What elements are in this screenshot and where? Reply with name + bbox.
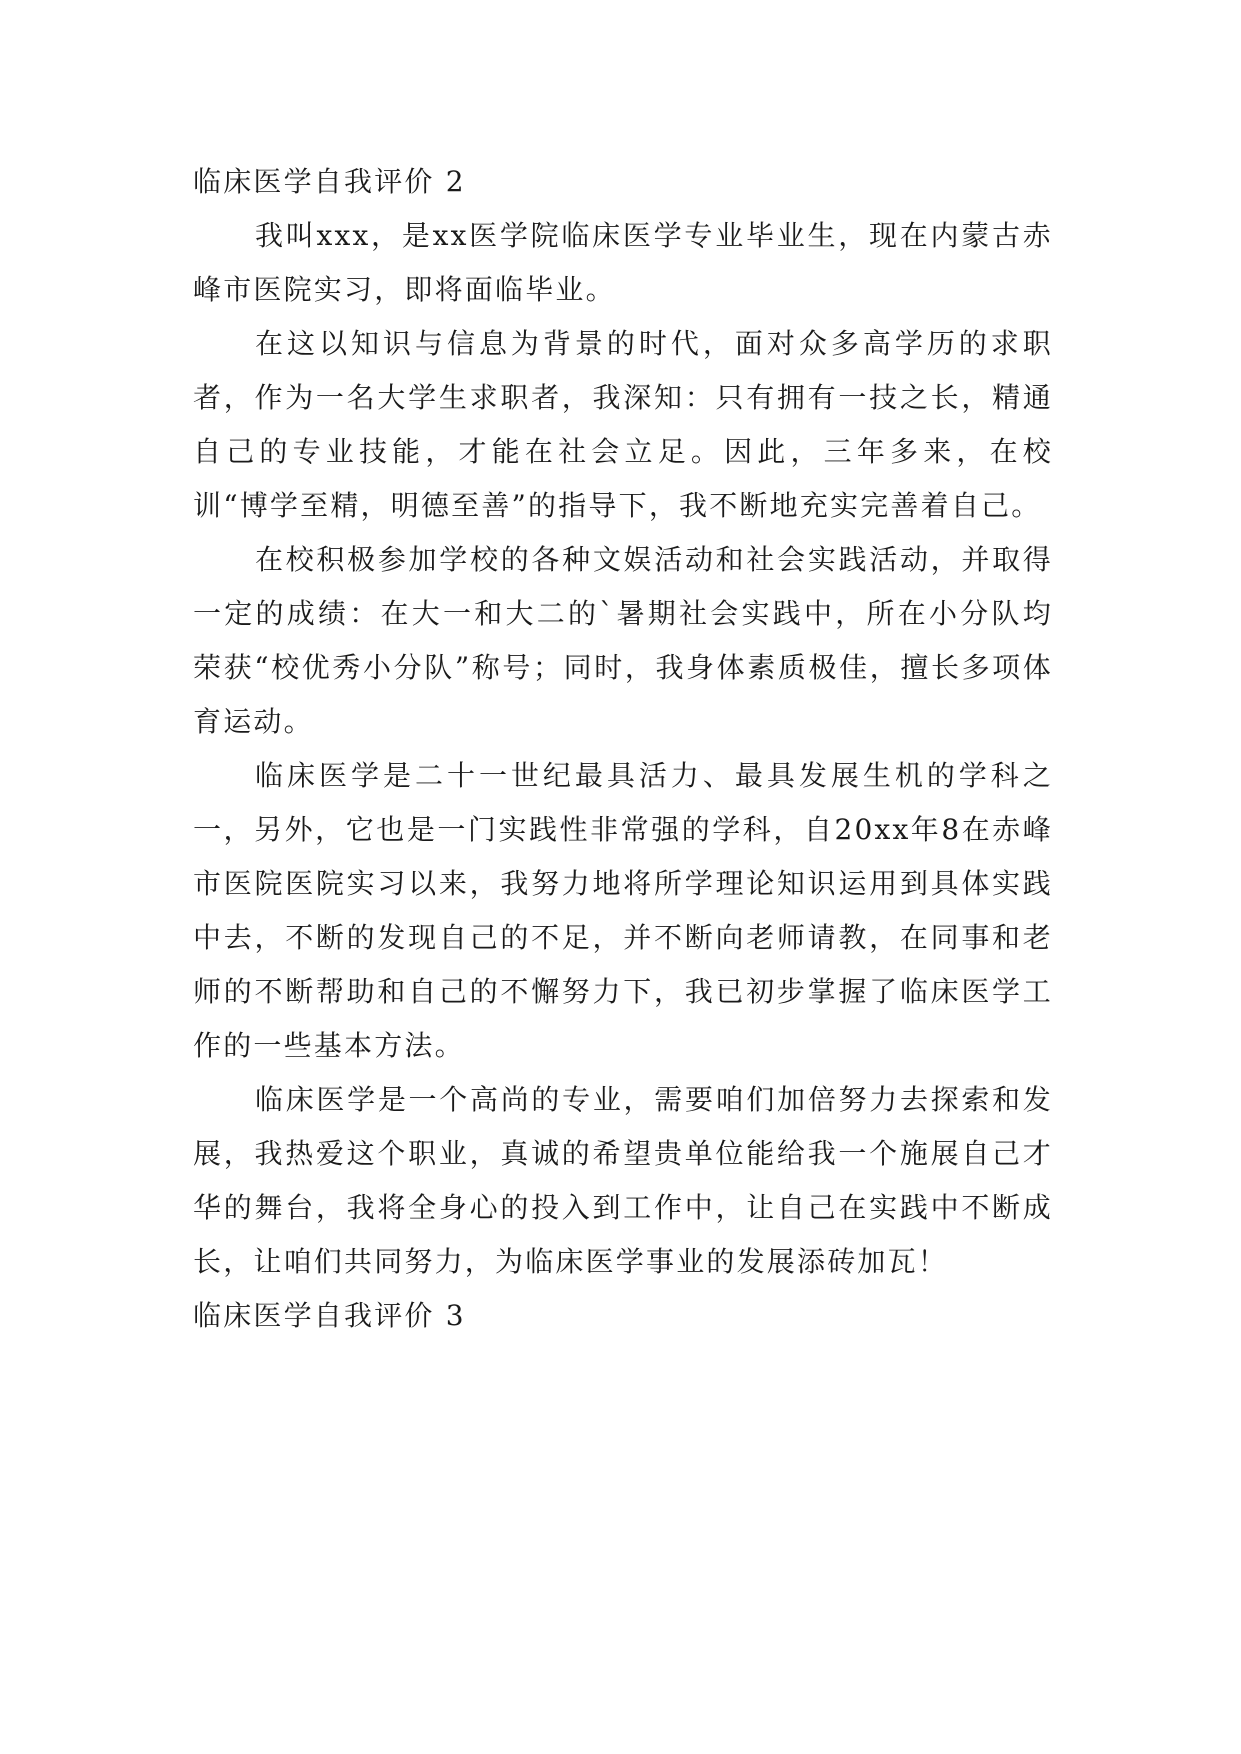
section-title: 临床医学自我评价 2 xyxy=(193,165,466,198)
section-title: 临床医学自我评价 3 xyxy=(193,1299,466,1332)
paragraph: 我叫xxx，是xx医学院临床医学专业毕业生，现在内蒙古赤峰市医院实习，即将面临毕业。 xyxy=(193,219,1053,306)
paragraph: 临床医学是一个高尚的专业，需要咱们加倍努力去探索和发展，我热爱这个职业，真诚的希望贵单位能给我一个施展自己才华的舞台，我将全身心的投入到工作中，让自己在实践中不断成长，让咱们共同努力，为临床医学事业的发展添砖加瓦！ xyxy=(193,1083,1053,1278)
document-body xyxy=(193,155,1053,1343)
paragraph: 临床医学是二十一世纪最具活力、最具发展生机的学科之一，另外，它也是一门实践性非常强的学科，自20xx年8在赤峰市医院医院实习以来，我努力地将所学理论知识运用到具体实践中去，不断的发现自己的不足，并不断向老师请教，在同事和老师的不断帮助和自己的不懈努力下，我已初步掌握了临床医学工作的一些基本方法。 xyxy=(193,759,1053,1062)
paragraph: 在校积极参加学校的各种文娱活动和社会实践活动，并取得一定的成绩：在大一和大二的`暑期社会实践中，所在小分队均荣获“校优秀小分队”称号；同时，我身体素质极佳，擅长多项体育运动。 xyxy=(193,543,1053,738)
paragraph: 在这以知识与信息为背景的时代，面对众多高学历的求职者，作为一名大学生求职者，我深知：只有拥有一技之长，精通自己的专业技能，才能在社会立足。因此，三年多来，在校训“博学至精，明德至善”的指导下，我不断地充实完善着自己。 xyxy=(193,327,1053,522)
